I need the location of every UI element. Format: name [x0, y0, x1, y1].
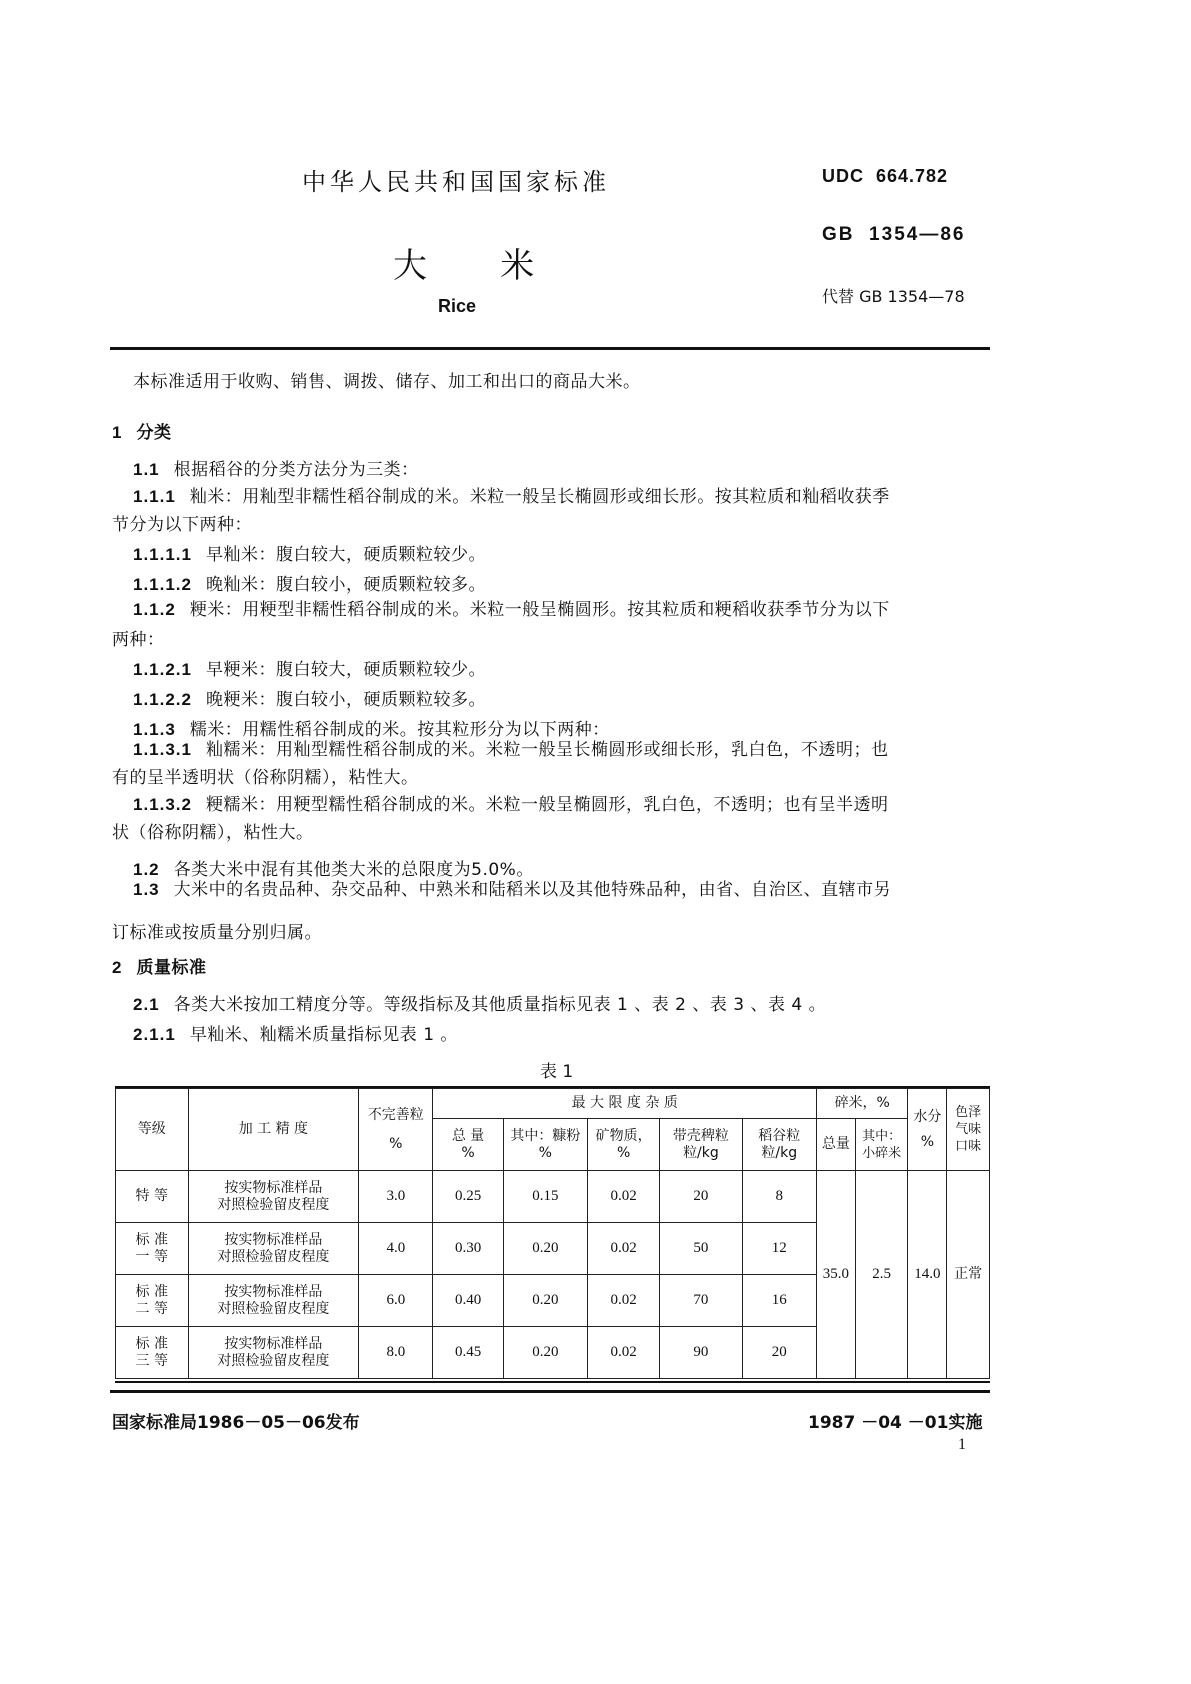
broken-small-cell: 2.5: [855, 1171, 908, 1379]
clause-text: 各类大米中混有其他类大米的总限度为5.0%。: [173, 860, 534, 880]
clause-number: 1.1.3: [133, 720, 176, 739]
clause-text: 籼糯米：用籼型糯性稻谷制成的米。米粒一般呈长椭圆形或细长形，乳白色，不透明；也: [206, 740, 889, 760]
paragraph-line: [133, 793, 889, 817]
clause-text: 订标准或按质量分别归属。: [112, 923, 322, 943]
clause-text: 粳米：用粳型非糯性稻谷制成的米。米粒一般呈椭圆形。按其粒质和粳稻收获季节分为以下: [189, 600, 890, 620]
total-cell: 0.45: [433, 1327, 503, 1379]
clause-number: 2.1: [133, 995, 160, 1014]
grade-cell: 特 等: [116, 1171, 189, 1223]
header-husk: 带壳稗粒 粒/kg: [660, 1119, 742, 1171]
bran-cell: 0.20: [503, 1275, 587, 1327]
clause-text: 质量标准: [136, 958, 207, 978]
header-color: 色泽气味口味: [947, 1089, 990, 1171]
clause-text: 状（俗称阴糯），粘性大。: [112, 823, 314, 843]
clause-text: 晚粳米：腹白较小，硬质颗粒较多。: [206, 690, 486, 710]
bran-cell: 0.15: [503, 1171, 587, 1223]
clause-text: 根据稻谷的分类方法分为三类：: [173, 460, 419, 480]
clause-number: 2.1.1: [133, 1025, 176, 1044]
paragraph-line: [133, 458, 419, 482]
clause-text: 早籼米：腹白较大，硬质颗粒较少。: [206, 545, 486, 565]
header-imperfect: 不完善粒 %: [359, 1089, 433, 1171]
header-precision: 加 工 精 度: [188, 1089, 359, 1171]
doc-title-en: Rice: [438, 296, 477, 316]
mineral-cell: 0.02: [587, 1223, 659, 1275]
gb-number: GB 1354—86: [822, 224, 966, 245]
total-cell: 0.30: [433, 1223, 503, 1275]
clause-number: 1.1.2.2: [133, 690, 192, 709]
paragraph-line: [133, 485, 890, 509]
grade-cell: 标 准 二 等: [116, 1275, 189, 1327]
footer-rule: [110, 1390, 990, 1393]
header-broken-group: 碎米，%: [817, 1089, 908, 1119]
header-mineral: 矿物质， %: [587, 1119, 659, 1171]
quality-table: [115, 1088, 990, 1379]
header-broken-small: 其中：小碎米: [855, 1119, 908, 1171]
paddy-cell: 12: [742, 1223, 816, 1275]
moisture-cell: 14.0: [908, 1171, 947, 1379]
clause-number: 1.1.3.2: [133, 795, 192, 814]
clause-number: 1.1.2: [133, 600, 176, 619]
section-heading: [112, 421, 171, 445]
clause-text: 有的呈半透明状（俗称阴糯），粘性大。: [112, 768, 419, 788]
total-cell: 0.25: [433, 1171, 503, 1223]
effective-date: 1987 －04 －01实施: [808, 1413, 983, 1433]
clause-text: 籼米：用籼型非糯性稻谷制成的米。米粒一般呈长椭圆形或细长形。按其粒质和籼稻收获季: [189, 487, 890, 507]
paragraph-line: [133, 878, 891, 902]
paragraph-line: [112, 921, 322, 945]
husk-cell: 50: [660, 1223, 742, 1275]
header-grade: 等级: [116, 1089, 189, 1171]
header-paddy: 稻谷粒 粒/kg: [742, 1119, 816, 1171]
precision-cell: 按实物标准样品 对照检验留皮程度: [188, 1275, 359, 1327]
clause-text: 本标准适用于收购、销售、调拨、储存、加工和出口的商品大米。: [133, 372, 641, 392]
paragraph-line: [133, 1023, 458, 1047]
paddy-cell: 8: [742, 1171, 816, 1223]
paragraph-line: [133, 993, 826, 1017]
paragraph-line: [133, 370, 641, 394]
bran-cell: 0.20: [503, 1223, 587, 1275]
clause-number: 1.2: [133, 860, 160, 879]
imperfect-cell: 8.0: [359, 1327, 433, 1379]
clause-text: 大米中的名贵品种、杂交品种、中熟米和陆稻米以及其他特殊品种，由省、自治区、直辖市另: [173, 880, 892, 900]
clause-number: 1.1.1: [133, 487, 176, 506]
clause-text: 早籼米、籼糯米质量指标见表 1 。: [189, 1025, 458, 1045]
header-broken-total: 总量: [817, 1119, 856, 1171]
clause-number: 1.1.1.1: [133, 545, 192, 564]
precision-cell: 按实物标准样品 对照检验留皮程度: [188, 1171, 359, 1223]
paragraph-line: [133, 598, 890, 622]
imperfect-cell: 4.0: [359, 1223, 433, 1275]
husk-cell: 70: [660, 1275, 742, 1327]
precision-cell: 按实物标准样品 对照检验留皮程度: [188, 1327, 359, 1379]
org-title: 中华人民共和国国家标准: [302, 168, 610, 196]
clause-text: 节分为以下两种：: [112, 515, 252, 535]
table-caption: 表 1: [540, 1062, 574, 1082]
paragraph-line: [112, 766, 419, 790]
table-bottom-rule: [115, 1381, 990, 1383]
imperfect-cell: 3.0: [359, 1171, 433, 1223]
clause-text: 粳糯米：用粳型糯性稻谷制成的米。米粒一般呈椭圆形，乳白色，不透明；也有呈半透明: [206, 795, 889, 815]
issue-date: 国家标准局1986－05－06发布: [112, 1413, 360, 1433]
husk-cell: 90: [660, 1327, 742, 1379]
paddy-cell: 20: [742, 1327, 816, 1379]
page-number: 1: [958, 1436, 966, 1453]
header-bran: 其中：糠粉 %: [503, 1119, 587, 1171]
header-total: 总 量 %: [433, 1119, 503, 1171]
clause-number: 1.1.2.1: [133, 660, 192, 679]
husk-cell: 20: [660, 1171, 742, 1223]
section-heading: [112, 956, 206, 980]
header-impurity-group: 最 大 限 度 杂 质: [433, 1089, 817, 1119]
mineral-cell: 0.02: [587, 1171, 659, 1223]
header-rule: [110, 347, 990, 350]
color-cell: 正常: [947, 1171, 990, 1379]
clause-text: 分类: [136, 423, 172, 443]
mineral-cell: 0.02: [587, 1275, 659, 1327]
clause-number: 1.1.1.2: [133, 575, 192, 594]
clause-number: 1.1.3.1: [133, 740, 192, 759]
header-moisture: 水分 %: [908, 1089, 947, 1171]
clause-text: 两种：: [112, 630, 165, 650]
total-cell: 0.40: [433, 1275, 503, 1327]
grade-cell: 标 准 一 等: [116, 1223, 189, 1275]
clause-number: 2: [112, 958, 123, 977]
clause-text: 糯米：用糯性稻谷制成的米。按其粒形分为以下两种：: [189, 720, 610, 740]
paragraph-line: [133, 573, 486, 597]
replaces-standard: 代替 GB 1354—78: [822, 287, 965, 306]
clause-text: 各类大米按加工精度分等。等级指标及其他质量指标见表 1 、表 2 、表 3 、表 4 。: [173, 995, 827, 1015]
udc-number: UDC 664.782: [822, 166, 949, 186]
clause-number: 1.1: [133, 460, 160, 479]
clause-text: 早粳米：腹白较大，硬质颗粒较少。: [206, 660, 486, 680]
paragraph-line: [133, 688, 486, 712]
clause-number: 1.3: [133, 880, 160, 899]
clause-number: 1: [112, 423, 123, 442]
doc-title: 大 米: [393, 246, 541, 286]
table-row: [116, 1171, 990, 1223]
paragraph-line: [112, 513, 252, 537]
bran-cell: 0.20: [503, 1327, 587, 1379]
paddy-cell: 16: [742, 1275, 816, 1327]
paragraph-line: [133, 543, 486, 567]
grade-cell: 标 准 三 等: [116, 1327, 189, 1379]
paragraph-line: [133, 738, 889, 762]
imperfect-cell: 6.0: [359, 1275, 433, 1327]
paragraph-line: [133, 658, 486, 682]
broken-total-cell: 35.0: [817, 1171, 856, 1379]
paragraph-line: [112, 628, 165, 652]
mineral-cell: 0.02: [587, 1327, 659, 1379]
paragraph-line: [112, 821, 314, 845]
precision-cell: 按实物标准样品 对照检验留皮程度: [188, 1223, 359, 1275]
clause-text: 晚籼米：腹白较小，硬质颗粒较多。: [206, 575, 486, 595]
